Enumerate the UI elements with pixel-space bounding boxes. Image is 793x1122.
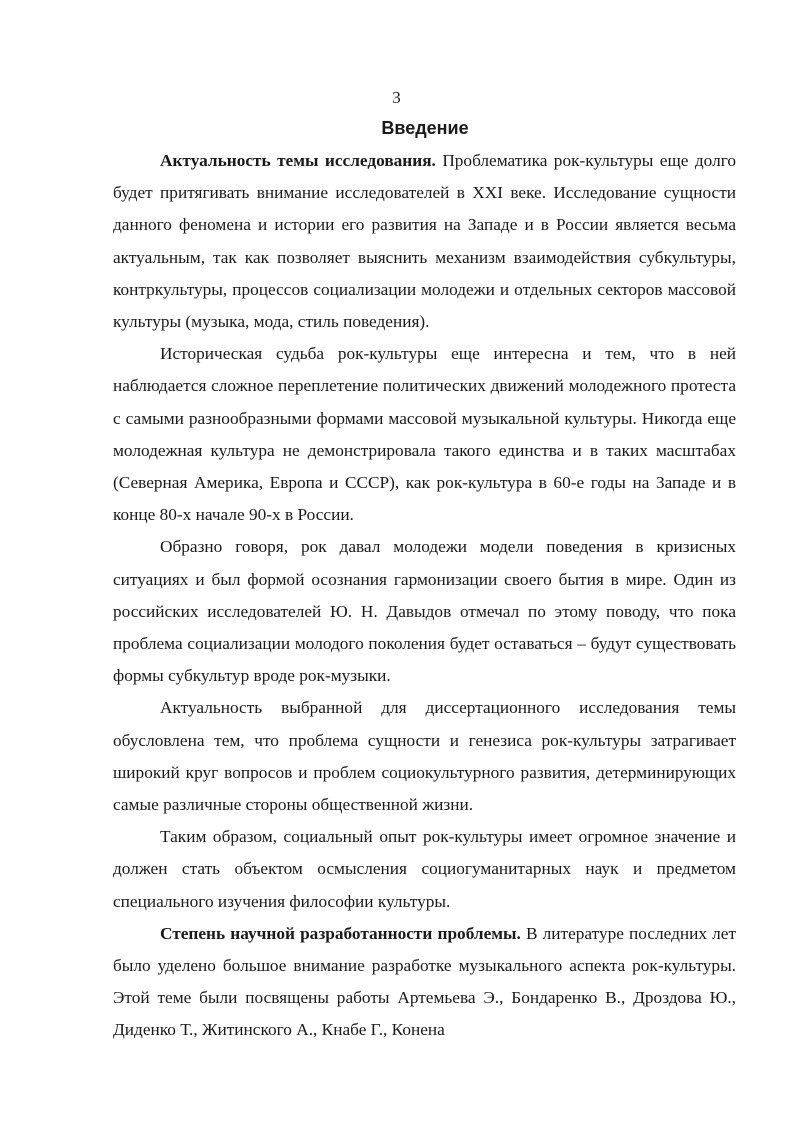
paragraph-social-experience: Таким образом, социальный опыт рок-культуры имеет огромное значение и должен стать объектом осмысления социогуманитарных наук и предметом специального изучения философии культуры. — [113, 827, 736, 911]
paragraph-text: Проблематика рок-культуры еще долго будет притягивать внимание исследователей в XXI веке. Исследование сущности данного феномена и истории его развития на Западе и в России является весьма актуальным, так как позволяет выяснить механизм взаимодействия субкультуры, контркультуры, процессов социализации молодежи и отдельных секторов массовой культуры (музыка, мода, стиль поведения). — [113, 151, 736, 332]
body-text — [113, 145, 736, 1047]
paragraph-relevance — [113, 145, 736, 338]
paragraph-lead: Актуальность темы исследования. — [160, 151, 436, 170]
paragraph-topic-relevance: Актуальность выбранной для диссертационного исследования темы обусловлена тем, что проблема сущности и генезиса рок-культуры затрагивает широкий круг вопросов и проблем социокультурного развития, детерминирующих самые различные стороны общественной жизни. — [113, 698, 736, 815]
paragraph-lead: Степень научной разработанности проблемы. — [160, 923, 521, 943]
paragraph-historical-fate: Историческая судьба рок-культуры еще интересна и тем, что в ней наблюдается сложное переплетение политических движений молодежного протеста с самыми разнообразными формами массовой музыкальной культуры. Никогда еще молодежная культура не демонстрировала такого единства и в таких масштабах (Северная Америка, Европа и СССР), как рок-культура в 60-е годы на Западе и в конце 80-х начале 90-х в России. — [113, 344, 736, 525]
paragraph-degree-of-development — [113, 918, 736, 1047]
paragraph-text: В литературе последних лет было уделено большое внимание разработке музыкального аспекта рок-культуры. Этой теме были посвящены работы Артемьева Э., Бондаренко В., Дроздова Ю., Диденко Т., Житинского А., Кнабе Г., Конена — [113, 923, 736, 1040]
paragraph-behavior-models: Образно говоря, рок давал молодежи модели поведения в кризисных ситуациях и был формой осознания гармонизации своего бытия в мире. Один из российских исследователей Ю. Н. Давыдов отмечал по этому поводу, что пока проблема социализации молодого поколения будет оставаться – будут существовать формы субкультур вроде рок-музыки. — [113, 537, 736, 686]
page-number: 3 — [392, 88, 401, 107]
section-heading: Введение — [381, 118, 469, 138]
